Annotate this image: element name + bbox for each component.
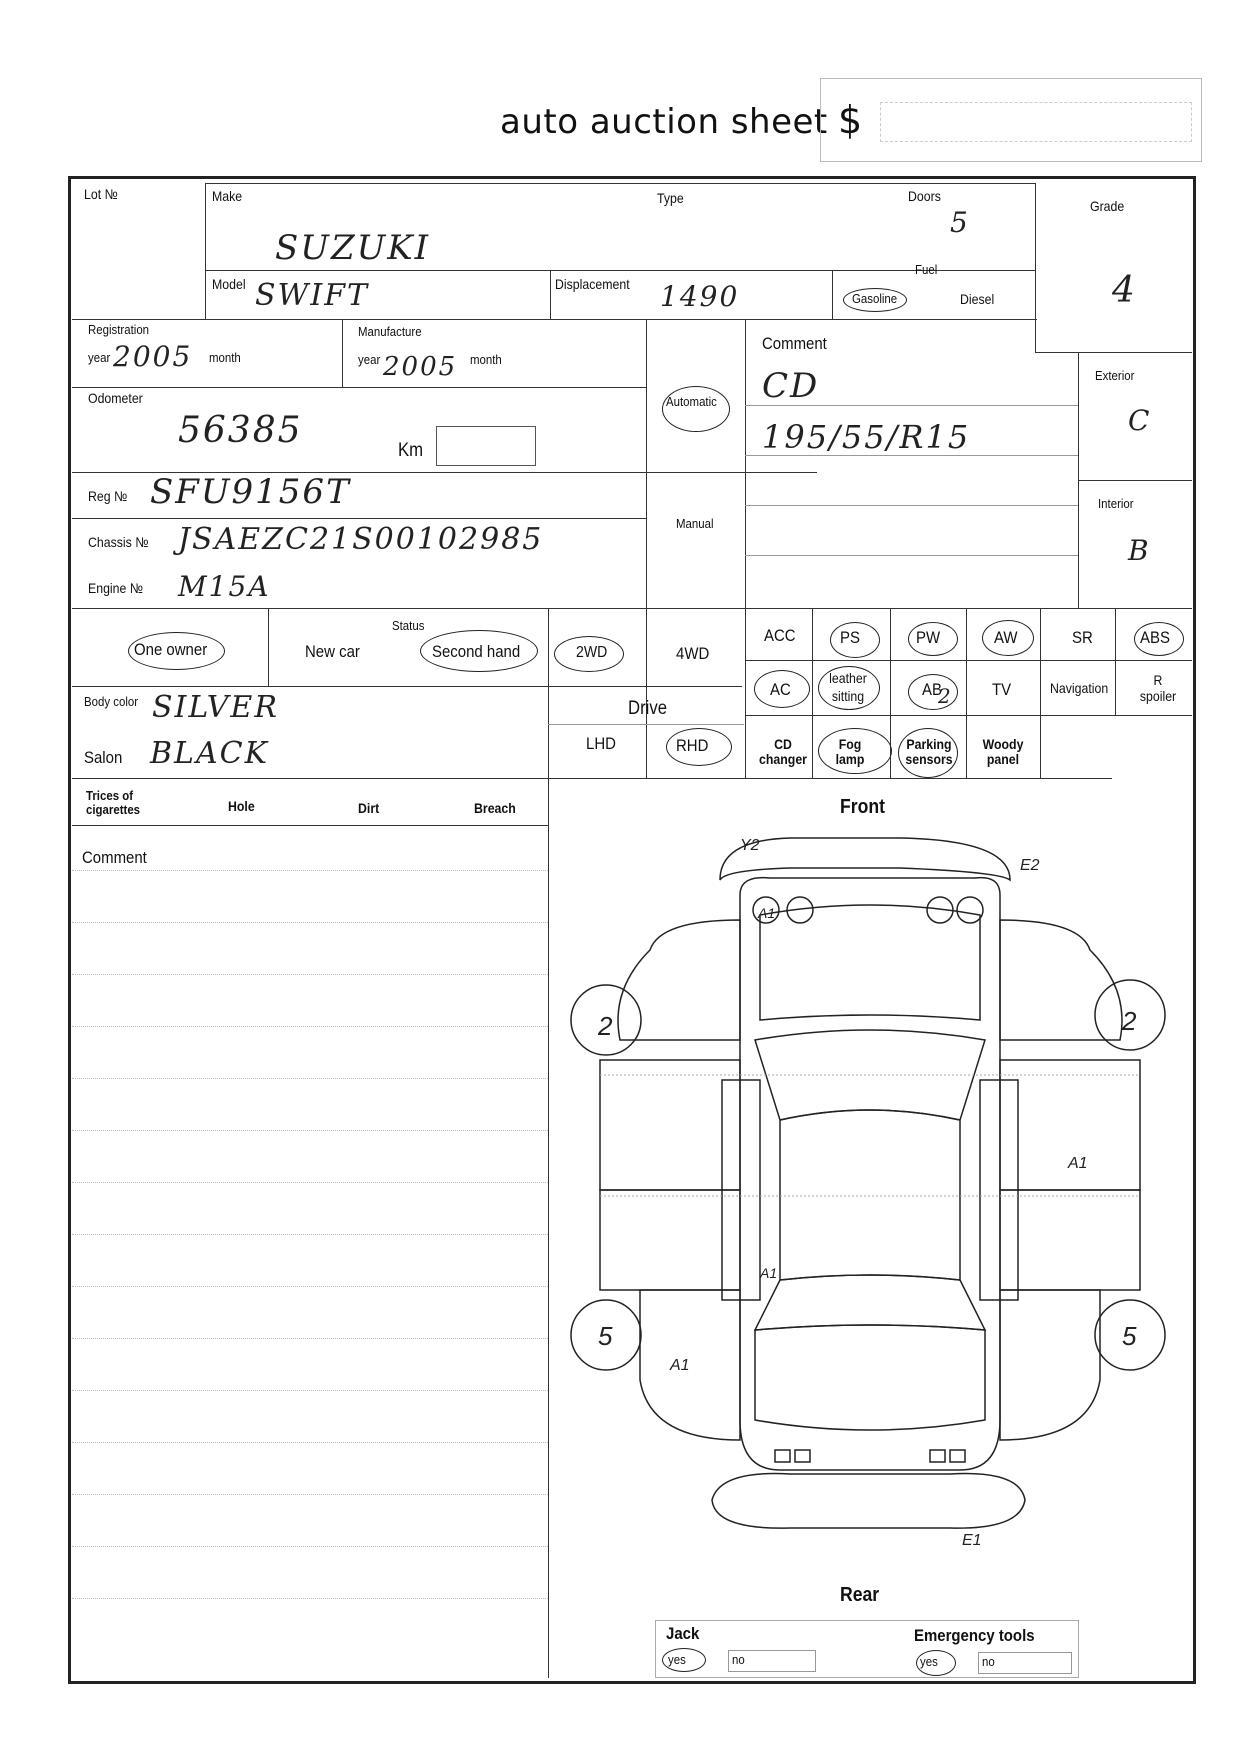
comment-line-2[interactable]: 195/55/R15 [762,418,971,456]
wheel-rear-left-mark: 5 [598,1321,613,1351]
man-month-label: month [470,352,502,367]
engine-label: Engine № [88,580,144,596]
option-abs[interactable]: ABS [1140,628,1170,647]
option-ab[interactable]: AB [922,680,942,699]
exterior-label: Exterior [1095,368,1135,383]
automatic-option[interactable]: Automatic [666,394,717,409]
second-hand-option[interactable]: Second hand [432,642,521,661]
traces-label-line1: Trices of [86,788,134,803]
body-color-label: Body color [84,694,139,709]
jack-no-option[interactable]: no [732,1652,745,1667]
damage-rear-bumper-mark: E1 [962,1532,982,1549]
make-label: Make [212,188,243,204]
km-label: Km [398,440,424,461]
option-ps[interactable]: PS [840,628,860,647]
option-woody-line2[interactable]: panel [986,751,1020,767]
displacement-value[interactable]: 1490 [660,280,740,313]
hole-label[interactable]: Hole [228,798,255,814]
engine-value[interactable]: M15A [178,570,271,603]
man-year-value[interactable]: 2005 [383,352,458,382]
damage-rear-left-mark: A1 [670,1357,690,1374]
chassis-value[interactable]: JSAEZC21S00102985 [178,522,544,557]
exterior-value[interactable]: C [1128,404,1152,437]
damage-left-sill-mark: A1 [760,1265,778,1281]
reg-year-label: year [88,350,111,365]
car-body [740,878,1000,1470]
traces-label-line2: cigarettes [86,802,141,817]
reg-month-label: month [209,350,241,365]
registration-label: Registration [88,322,150,337]
option-woody-line1[interactable]: Woody [982,736,1024,752]
interior-comment-label: Comment [82,848,147,867]
currency-symbol: $ [838,98,863,142]
left-rear-fender [640,1290,740,1440]
odometer-label: Odometer [88,390,143,406]
right-front-fender [1000,920,1122,1040]
four-wd-option[interactable]: 4WD [676,644,710,663]
trunk [755,1325,985,1430]
dirt-label[interactable]: Dirt [358,800,380,816]
rear-label: Rear [840,1584,880,1606]
left-front-fender [618,920,740,1040]
emergency-yes-option[interactable]: yes [920,1654,938,1669]
manual-option[interactable]: Manual [676,516,714,531]
km-box[interactable] [436,426,536,466]
body-color-value[interactable]: SILVER [152,690,279,725]
option-pw[interactable]: PW [916,628,941,647]
grade-label: Grade [1090,198,1125,214]
interior-value[interactable]: B [1128,534,1151,567]
wheel-front-right-mark: 2 [1122,1006,1137,1036]
lot-label: Lot № [84,186,118,202]
two-wd-option[interactable]: 2WD [576,644,608,661]
front-label: Front [840,796,885,818]
type-label: Type [657,190,684,206]
model-label: Model [212,276,246,292]
doors-label: Doors [908,188,941,204]
grade-value[interactable]: 4 [1112,270,1137,311]
new-car-option[interactable]: New car [305,642,360,661]
ab-mark: 2 [938,684,953,708]
front-bumper [720,838,1010,880]
reg-year-value[interactable]: 2005 [113,340,193,373]
option-navigation[interactable]: Navigation [1050,680,1109,696]
option-tv[interactable]: TV [992,680,1012,699]
doors-value[interactable]: 5 [950,206,970,239]
option-r-spoiler-line1[interactable]: R [1153,672,1163,688]
drive-lhd-option[interactable]: LHD [586,734,616,753]
option-leather-line1[interactable]: leather [829,670,867,686]
option-cd-line1[interactable]: CD [774,736,792,752]
damage-headlight-mark: A1 [758,905,776,921]
interior-label: Interior [1098,496,1134,511]
drive-rhd-option[interactable]: RHD [676,736,709,755]
comment-line-1[interactable]: CD [762,366,820,406]
man-year-label: year [358,352,381,367]
right-rear-door [1000,1190,1140,1290]
reg-no-label: Reg № [88,488,128,504]
option-fog-line1[interactable]: Fog [838,736,862,752]
wheel-front-left-mark: 2 [598,1011,613,1041]
option-fog-line2[interactable]: lamp [835,751,865,767]
option-r-spoiler-line2[interactable]: spoiler [1139,688,1177,704]
fuel-gasoline-option[interactable]: Gasoline [852,291,898,306]
chassis-label: Chassis № [88,534,149,550]
one-owner-option[interactable]: One owner [134,640,208,659]
displacement-label: Displacement [555,276,630,292]
rear-bumper [712,1474,1025,1529]
right-rear-fender [1000,1290,1100,1440]
option-ac[interactable]: AC [770,680,791,699]
odometer-value[interactable]: 56385 [178,410,303,451]
damage-front-corner-mark: E2 [1020,857,1040,874]
hood [760,905,980,1020]
automatic-circle [662,386,730,432]
option-cd-line2[interactable]: changer [759,751,807,767]
option-parking-line2[interactable]: sensors [905,751,953,767]
damage-right-door-mark: A1 [1068,1155,1088,1172]
option-aw[interactable]: AW [994,628,1018,647]
breach-label[interactable]: Breach [474,800,516,816]
left-front-door [600,1060,740,1190]
rear-window [755,1275,985,1330]
price-digits [880,102,1192,142]
jack-yes-option[interactable]: yes [668,1652,686,1667]
drive-label: Drive [628,698,668,719]
car-damage-diagram[interactable] [560,820,1200,1580]
salon-label: Salon [84,748,123,767]
comment-label: Comment [762,334,827,353]
emergency-no-option[interactable]: no [982,1654,995,1669]
fuel-diesel-option[interactable]: Diesel [960,291,995,307]
roof [780,1110,960,1280]
status-label: Status [392,618,425,633]
wheel-rear-right-mark: 5 [1122,1321,1137,1351]
fuel-label: Fuel [915,262,938,277]
jack-label: Jack [666,1624,700,1643]
option-leather-line2[interactable]: sitting [831,688,865,704]
emergency-tools-label: Emergency tools [914,1626,1035,1645]
model-value[interactable]: SWIFT [255,278,370,313]
make-value[interactable]: SUZUKI [275,228,431,268]
option-parking-line1[interactable]: Parking [906,736,952,752]
damage-front-bumper-mark: Y2 [740,837,760,854]
sheet-title: auto auction sheet [500,102,828,142]
left-rear-door [600,1190,740,1290]
salon-value[interactable]: BLACK [150,736,269,771]
option-acc[interactable]: ACC [764,626,796,645]
reg-no-value[interactable]: SFU9156T [150,472,351,512]
manufacture-label: Manufacture [358,324,422,339]
option-sr[interactable]: SR [1072,628,1093,647]
